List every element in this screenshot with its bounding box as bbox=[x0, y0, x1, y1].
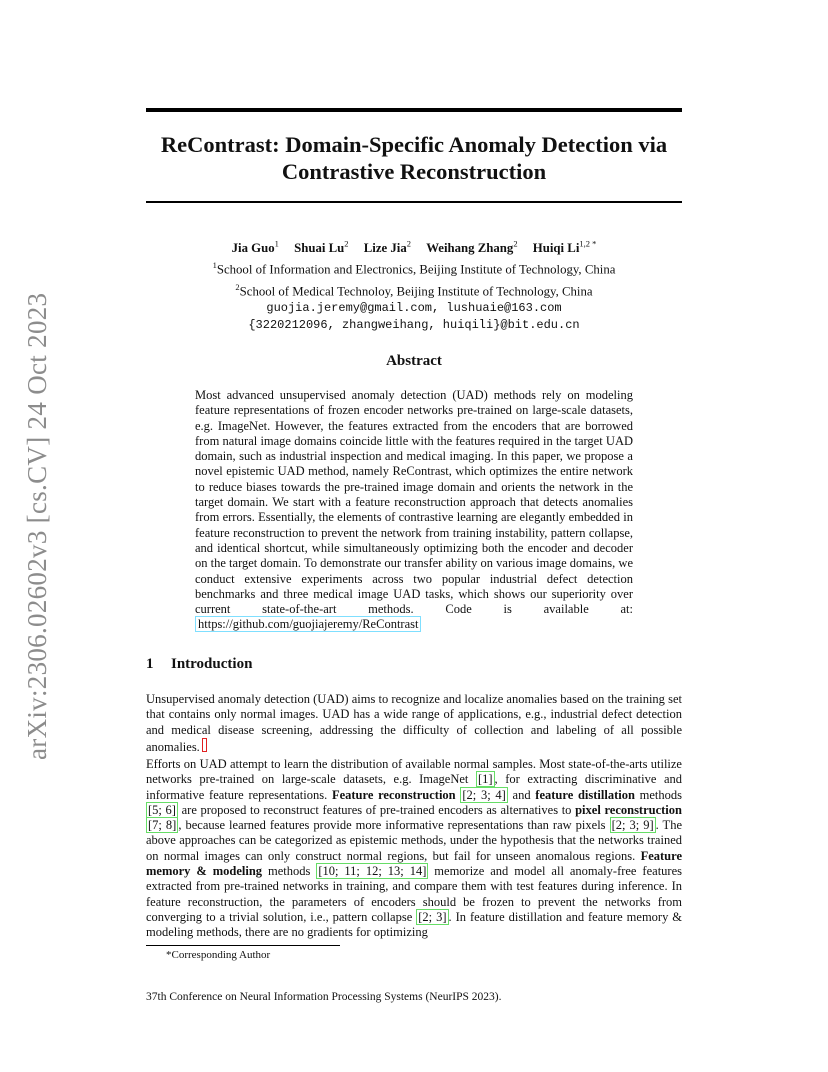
abstract-body bbox=[195, 388, 633, 633]
emails-line-2: {3220212096, zhangweihang, huiqili}@bit.edu.cn bbox=[248, 317, 580, 332]
title-bottom-rule bbox=[146, 201, 682, 203]
citation-link[interactable]: [2; 3; 4] bbox=[462, 787, 506, 802]
affiliation-1: $^1$School of Information and Electronics, Beijing Institute of Technology, China bbox=[212, 260, 616, 277]
venue-note: 37th Conference on Neural Information Processing Systems (NeurIPS 2023). bbox=[146, 991, 502, 1003]
section-title: Introduction bbox=[171, 656, 253, 672]
citation-link[interactable]: [2; 3] bbox=[418, 909, 447, 924]
footnote-rule bbox=[146, 945, 340, 946]
footnote: *Corresponding Author bbox=[166, 949, 271, 961]
author-block bbox=[146, 236, 682, 334]
title-top-rule bbox=[146, 108, 682, 112]
citation-link[interactable]: [5; 6] bbox=[148, 802, 176, 817]
cursor-marker bbox=[202, 738, 207, 752]
title-line-1: ReContrast: Domain-Specific Anomaly Detection via bbox=[160, 132, 668, 157]
author: Jia Guo$^1$ bbox=[231, 239, 279, 256]
citation-link[interactable]: [2; 3; 9] bbox=[611, 818, 654, 833]
intro-paragraph-1: Unsupervised anomaly detection (UAD) aims to recognize and localize anomalies based on the training set that contains only normal images. UAD has a wide range of applications, e.g., industrial defect detection and medical disease screening, addressing the difficulty of collection and labeling of all possible anomalies. bbox=[146, 692, 682, 754]
author: Lize Jia$^2$ bbox=[363, 239, 411, 256]
title-line-2: Contrastive Reconstruction bbox=[281, 159, 547, 184]
intro-paragraph-2: Efforts on UAD attempt to learn the distribution of available normal samples. Most state-of-the-arts utilize networks pre-trained on large-scale datasets, e.g. ImageNet [1] , for extracting discriminative and informative feature representations. Feature reconstruction [2; 3; 4] and feature distillation methods [5; 6] are proposed to reconstruct features of pre-trained encoders as alternatives to pixel reconstruction [7; 8] , because learned features provide more informative representations than raw pixels [2; 3; 9] . The above approaches can be categorized as epistemic methods, under the hypothesis that the networks trained on normal images can only construct normal regions, but fail for unseen anomalous regions. Feature memory & modeling methods [10; 11; 12; 13; 14] memorize and model all anomaly-free features extracted from pre-trained networks in training, and compare them with test features during inference. In feature reconstruction, the parameters of encoders should be frozen to prevent the networks from converging to a trivial solution, i.e., pattern collapse [2; 3] . In feature distillation and feature memory & modeling methods, there are no gradients for optimizing bbox=[146, 757, 683, 940]
emails-line-1: guojia.jeremy@gmail.com, lushuaie@163.com bbox=[266, 300, 562, 315]
author: Weihang Zhang$^2$ bbox=[426, 239, 518, 256]
paper-title bbox=[146, 131, 682, 185]
author: Shuai Lu$^2$ bbox=[294, 239, 349, 256]
abstract-text: Most advanced unsupervised anomaly detection (UAD) methods rely on modeling feature representations of frozen encoder networks pre-trained on large-scale datasets, e.g. ImageNet. However, the features extracted from the encoders that are borrowed from natural image domains coincide little with the features required in the target UAD domain, such as industrial inspection and medical imaging. In this paper, we propose a novel epistemic UAD method, namely ReContrast, which optimizes the entire network to reduce biases towards the pre-trained image domain and orients the network in the target domain. We start with a feature reconstruction approach that detects anomalies from errors. Essentially, the elements of contrastive learning are elegantly embedded in feature reconstruction to prevent the network from training instability, pattern collapse, and identical shortcut, while simultaneously optimizing both the encoder and decoder on the target domain. To demonstrate our transfer ability on various image domains, we conduct extensive experiments across two popular industrial defect detection benchmarks and three medical image UAD tasks, which shows our superiority over current state-of-the-art methods. Code is available at: bbox=[195, 388, 633, 617]
affiliation-2: $^2$School of Medical Technoloy, Beijing Institute of Technology, China bbox=[235, 281, 593, 298]
code-link[interactable]: https://github.com/guojiajeremy/ReContrast bbox=[195, 616, 421, 632]
section-heading-introduction bbox=[146, 656, 252, 673]
abstract-heading: Abstract bbox=[386, 353, 442, 369]
citation-link[interactable]: [10; 11; 12; 13; 14] bbox=[318, 864, 427, 879]
citation-link[interactable]: [7; 8] bbox=[148, 818, 177, 833]
citation-link[interactable]: [1] bbox=[477, 772, 493, 787]
section-number: 1 bbox=[146, 656, 154, 672]
author-names bbox=[146, 236, 682, 257]
arxiv-identifier: arXiv:2306.02602v3 [cs.CV] 24 Oct 2023 bbox=[22, 292, 52, 760]
author: Huiqi $Li^{1,2 *}$ bbox=[532, 239, 597, 256]
